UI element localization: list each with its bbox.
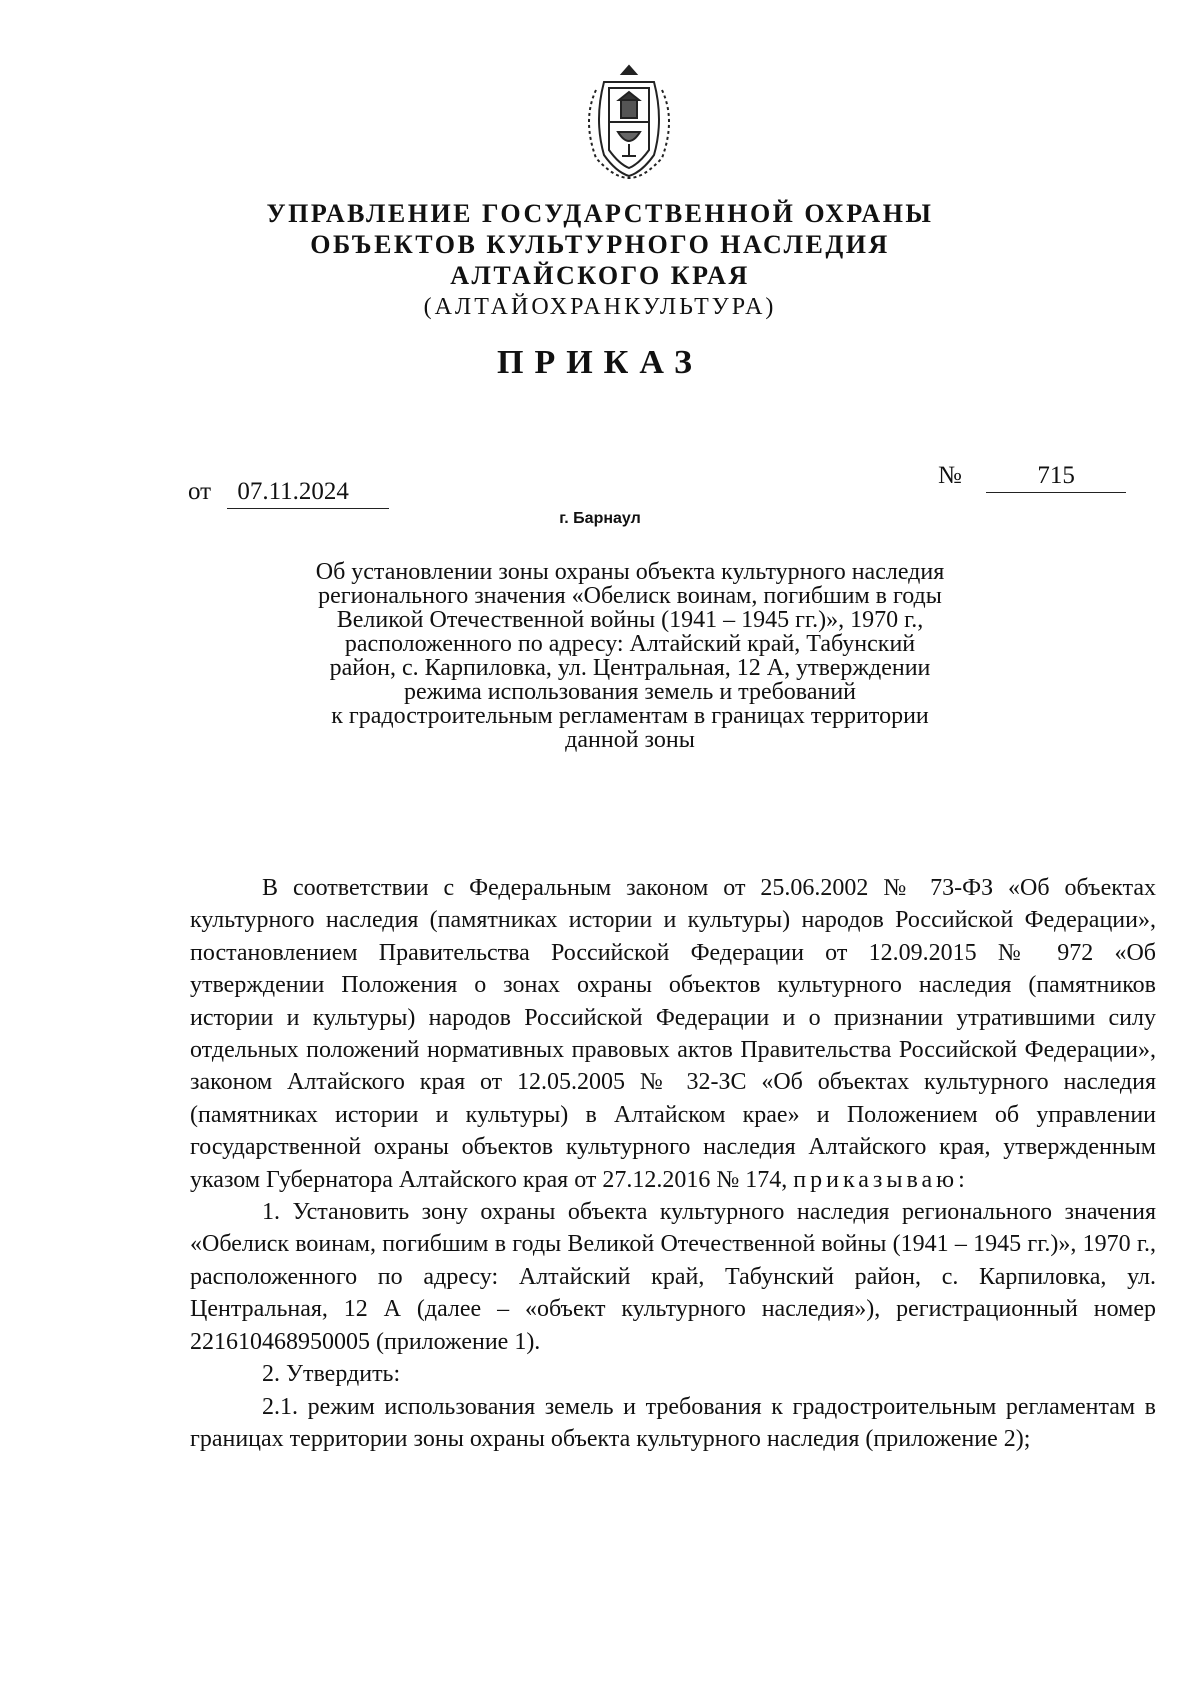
order-number xyxy=(938,462,1126,493)
preamble-text: В соответствии с Федеральным законом от 25.06.2002 № 73-ФЗ «Об объектах культурного наследия (памятниках истории и культуры) народов Российской Федерации», постановлением Правительства Российской Федерации от 12.09.2015 № 972 «Об утверждении Положения о зонах охраны объектов культурного наследия (памятников истории и культуры) народов Российской Федерации и о признании утратившими силу отдельных положений нормативных правовых актов Правительства Российской Федерации», законом Алтайского края от 12.05.2005 № 32-ЗС «Об объектах культурного наследия (памятниках истории и культуры) в Алтайском крае» и Положением об управлении государственной охраны объектов культурного наследия Алтайского края, утвержденным указом Губернатора Алтайского края от 27.12.2016 № 174, xyxy=(190,875,1156,1193)
clause-2-1: 2.1. режим использования земель и требования к градостроительным регламентам в границах территории зоны охраны объекта культурного наследия (приложение 2); xyxy=(190,1393,1156,1452)
order-word: приказываю: xyxy=(793,1166,969,1193)
subject-line: режима использования земель и требований xyxy=(403,679,856,705)
date-value: 07.11.2024 xyxy=(227,478,389,509)
org-name-line-3: АЛТАЙСКОГО КРАЯ xyxy=(450,261,750,290)
number-value: 715 xyxy=(986,462,1126,493)
order-body xyxy=(190,872,1156,1455)
altai-krai-coat-of-arms-icon xyxy=(574,60,684,180)
city: г. Барнаул xyxy=(559,510,641,527)
subject-line: Об установлении зоны охраны объекта культурного наследия xyxy=(315,559,945,585)
order-subject xyxy=(270,560,990,752)
subject-line: данной зоны xyxy=(565,727,695,753)
number-prefix: № xyxy=(938,462,962,489)
org-name-line-2: ОБЪЕКТОВ КУЛЬТУРНОГО НАСЛЕДИЯ xyxy=(310,230,890,259)
document-title: ПРИКАЗ xyxy=(497,344,703,381)
org-name-line-1: УПРАВЛЕНИЕ ГОСУДАРСТВЕННОЙ ОХРАНЫ xyxy=(266,199,934,228)
subject-line: район, с. Карпиловка, ул. Центральная, 12 А, утверждении xyxy=(329,655,931,681)
order-date xyxy=(188,478,389,509)
clause-2: 2. Утвердить: xyxy=(262,1361,401,1388)
org-abbreviation: (АЛТАЙОХРАНКУЛЬТУРА) xyxy=(423,294,777,320)
subject-line: расположенного по адресу: Алтайский край, Табунский xyxy=(344,631,916,657)
subject-line: регионального значения «Обелиск воинам, погибшим в годы xyxy=(318,583,942,609)
clause-1: 1. Установить зону охраны объекта культурного наследия регионального значения «Обелиск воинам, погибшим в годы Великой Отечественной войны (1941 – 1945 гг.)», 1970 г., расположенного по адресу: Алтайский край, Табунский район, с. Карпиловка, ул. Центральная, 12 А (далее – «объект культурного наследия»), регистрационный номер 221610468950005 (приложение 1). xyxy=(190,1199,1156,1355)
date-prefix: от xyxy=(188,478,212,505)
subject-line: Великой Отечественной войны (1941 – 1945 гг.)», 1970 г., xyxy=(336,607,924,633)
organization-header xyxy=(0,198,1200,323)
preamble-paragraph xyxy=(190,872,1156,1196)
subject-line: к градостроительным регламентам в границах территории xyxy=(331,703,929,729)
